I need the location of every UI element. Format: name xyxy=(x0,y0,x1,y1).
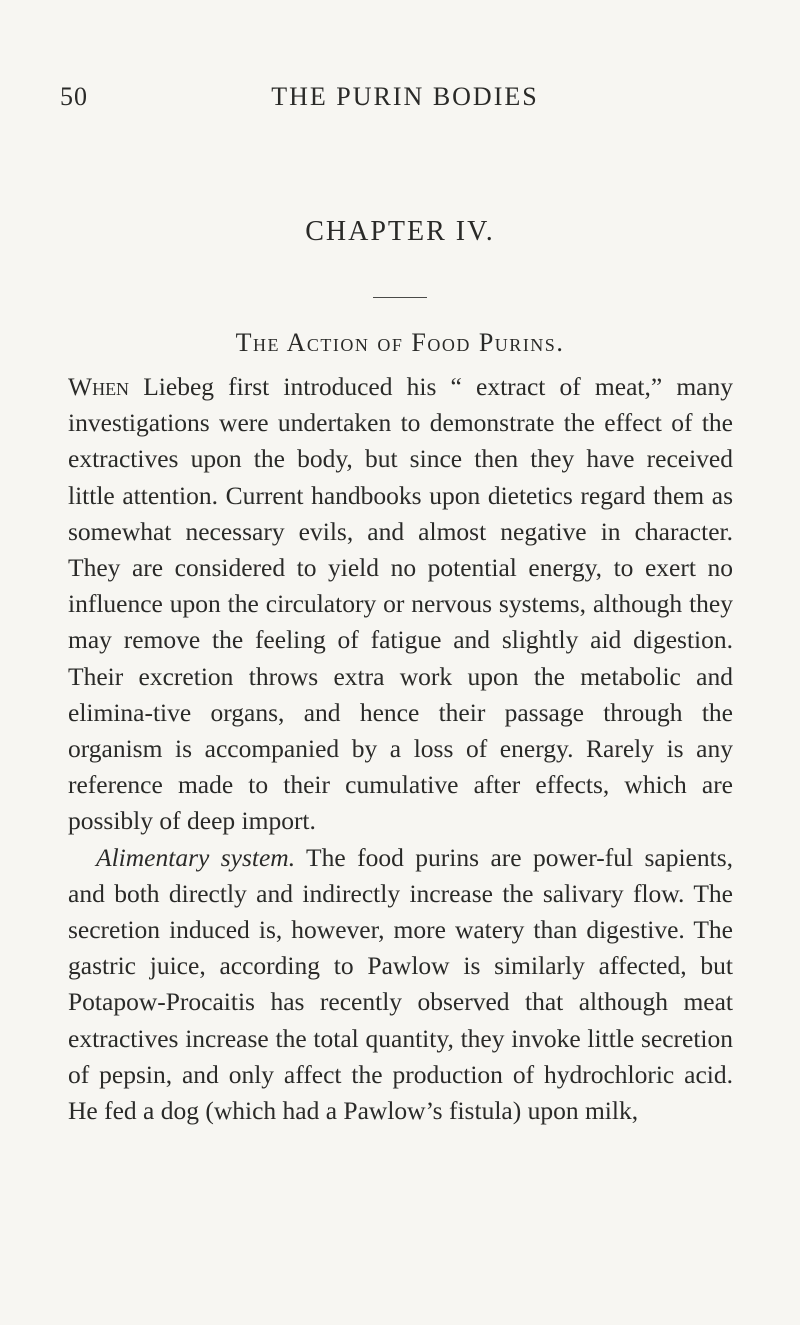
decorative-rule xyxy=(373,297,427,298)
running-head xyxy=(60,82,750,116)
paragraph-1 xyxy=(68,369,733,840)
paragraph-1-text: Liebeg first introduced his “ extract of meat,” many investigations were undertaken to demonstrate the effect of the extractives upon the body, but since then they have received little attention. Current handbooks upon dietetics regard them as somewhat necessary evils, and almost negative in character. They are considered to yield no potential energy, to exert no influence upon the circulatory or nervous systems, although they may remove the feeling of fatigue and slightly aid digestion. Their excretion throws extra work upon the metabolic and elimina-tive organs, and hence their passage through the organism is accompanied by a loss of energy. Rarely is any reference made to their cumulative after effects, which are possibly of deep import. xyxy=(68,372,733,836)
paragraph-2-text: The food purins are power-ful sapients, and both directly and indirectly increase the salivary flow. The secretion induced is, however, more watery than digestive. The gastric juice, according to Pawlow is similarly affected, but Potapow-Procaitis has recently observed that although meat extractives increase the total quantity, they invoke little secretion of pepsin, and only affect the production of hydrochloric acid. He fed a dog (which had a Pawlow’s fistula) upon milk, xyxy=(68,842,733,1126)
running-title: THE PURIN BODIES xyxy=(271,82,539,111)
section-title: The Action of Food Purins. xyxy=(235,328,565,357)
page-number: 50 xyxy=(60,82,88,111)
paragraph-lead-word: When xyxy=(68,372,130,401)
paragraph-2 xyxy=(68,840,733,1130)
chapter-heading: CHAPTER IV. xyxy=(305,216,495,247)
side-heading: Alimentary system. xyxy=(96,842,296,872)
body-text xyxy=(68,369,733,1129)
